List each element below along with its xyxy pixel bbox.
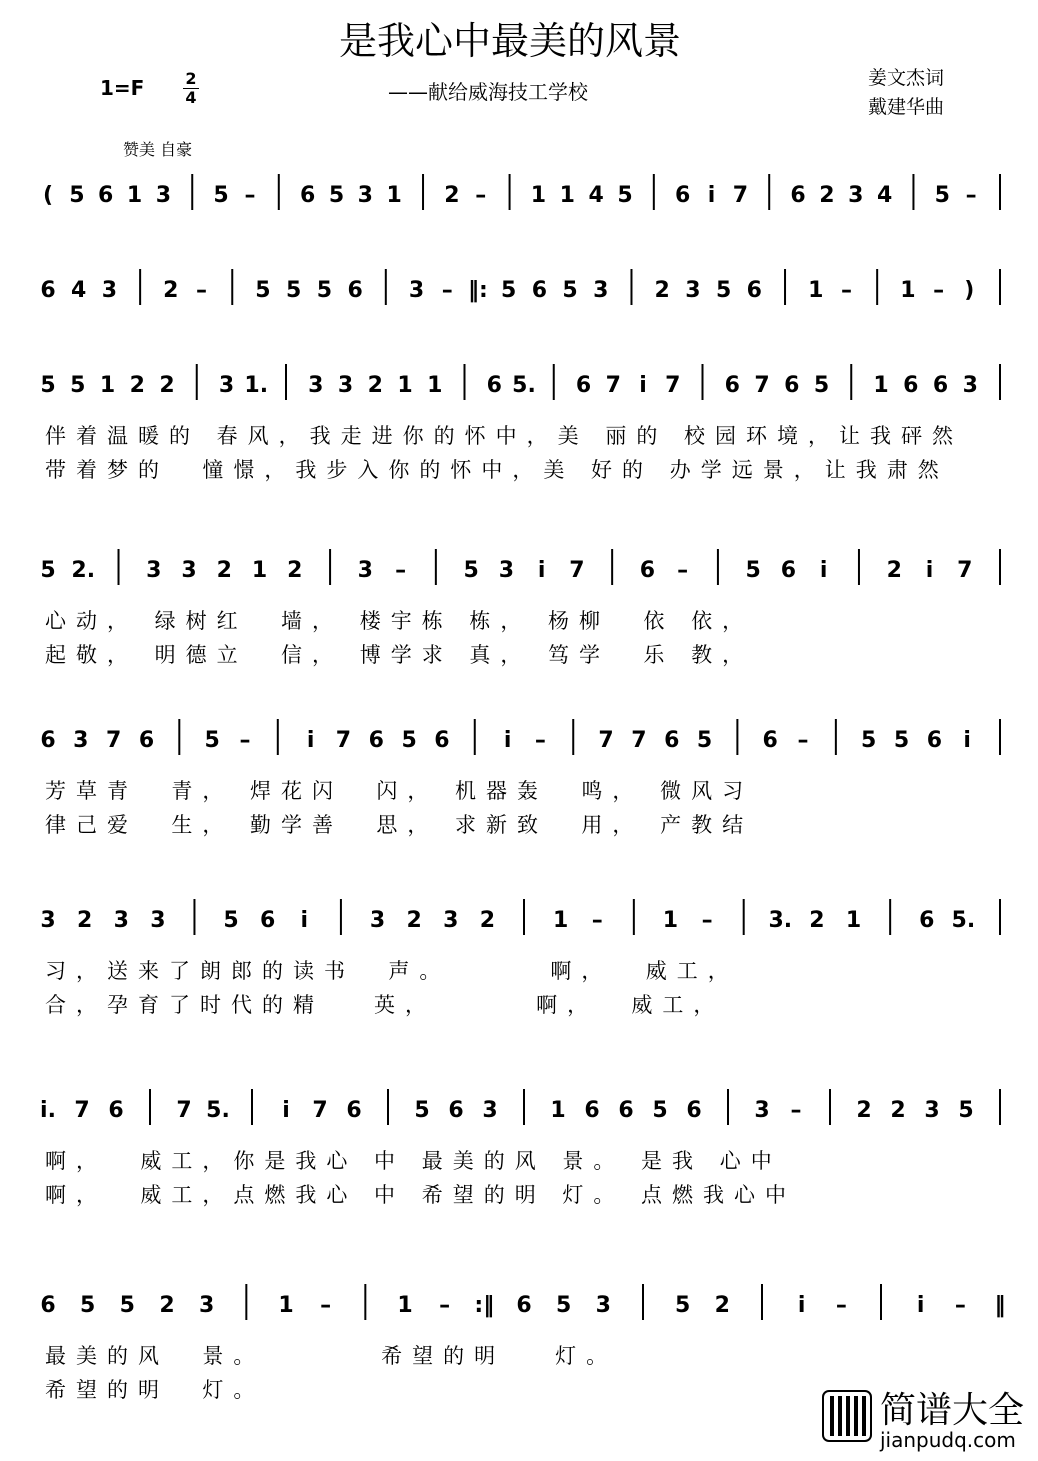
credits (868, 64, 944, 122)
note: 6 (368, 728, 384, 753)
note: – (439, 1293, 451, 1318)
note: 6 (516, 1293, 532, 1318)
note: 6 (780, 558, 797, 583)
note: i (306, 728, 315, 753)
note: i (916, 1293, 925, 1318)
note: – (239, 728, 251, 753)
note: 7 (665, 373, 681, 398)
note: – (475, 183, 487, 208)
note: 6 (434, 728, 450, 753)
note: – (933, 278, 945, 303)
song-title: 是我心中最美的风景 (338, 19, 681, 63)
note: i (282, 1098, 290, 1123)
note: 6 (138, 728, 155, 753)
note: 2 (216, 558, 232, 583)
note: 1 (662, 908, 679, 933)
note: 2 (76, 908, 93, 933)
note: 2 (159, 373, 175, 398)
note: 2 (890, 1098, 906, 1123)
note: 3 (101, 278, 118, 303)
note: i (300, 908, 309, 933)
note: – (196, 278, 208, 303)
note: 5 (675, 1293, 691, 1318)
note: 5 (69, 183, 85, 208)
note: 6 (40, 1293, 56, 1318)
note: 1 (530, 183, 547, 208)
note: 2 (654, 278, 670, 303)
note: 6 (790, 183, 806, 208)
note: 1 (900, 278, 916, 303)
lyric-line: 伴着温暖的 春风，我走进你的怀中，美 丽的 校园环境，让我砰然 (45, 424, 964, 448)
note: 5 (286, 278, 302, 303)
note: 3 (337, 373, 354, 398)
lyric-line: 律己爱 生， 勤学善 思， 求新致 用， 产教结 (45, 813, 754, 837)
note: 5. (512, 373, 536, 398)
note: 5 (617, 183, 633, 208)
site-logo (822, 1376, 1032, 1456)
note: 3 (181, 558, 197, 583)
note: – (320, 1293, 332, 1318)
note: i (503, 728, 512, 753)
note: ) (964, 278, 975, 303)
note: 6 (784, 373, 800, 398)
note: 3. (768, 908, 793, 933)
note: 5 (463, 558, 479, 583)
note: 3 (498, 558, 515, 583)
note: 1 (99, 373, 116, 398)
note: 5 (652, 1098, 668, 1123)
note: 1 (386, 183, 402, 208)
note: 4 (588, 183, 604, 208)
note: 3 (593, 278, 609, 303)
note: – (965, 183, 977, 208)
lyric-line: 习，送来了朗郎的读书 声。 啊， 威工， (45, 959, 739, 983)
note: 3 (113, 908, 129, 933)
note: 5 (500, 278, 517, 303)
note: 5 (70, 373, 86, 398)
note: 6 (903, 373, 919, 398)
note: 3 (199, 1293, 215, 1318)
note: 3 (754, 1098, 770, 1123)
note: 5 (40, 558, 56, 583)
note: 7 (176, 1098, 192, 1123)
note: 5 (893, 728, 910, 753)
note: 6 (926, 728, 943, 753)
note: 1 (559, 183, 575, 208)
note: 3 (482, 1098, 498, 1123)
note: 6 (347, 278, 363, 303)
note: 2 (163, 278, 179, 303)
composer: 戴建华曲 (868, 96, 945, 118)
note: 6 (346, 1098, 362, 1123)
note: ‖ (994, 1293, 1006, 1318)
note: 2 (159, 1293, 175, 1318)
note: 5 (696, 728, 713, 753)
note: 2 (287, 558, 303, 583)
note: 5 (745, 558, 761, 583)
logo-brand: 简谱大全 (880, 1390, 1025, 1431)
note: 5. (951, 908, 976, 933)
note: – (591, 908, 603, 933)
note: 5 (401, 728, 417, 753)
note: 5 (861, 728, 877, 753)
note: 6 (932, 373, 949, 398)
note: 6 (448, 1098, 464, 1123)
note: 3 (308, 373, 324, 398)
note: 2 (367, 373, 383, 398)
note: 3 (73, 728, 89, 753)
note: i (819, 558, 828, 583)
note: 1 (808, 278, 824, 303)
note: 6 (762, 728, 778, 753)
note: 2 (886, 558, 902, 583)
note: 6 (40, 278, 56, 303)
note: 3 (155, 183, 172, 208)
time-signature (183, 70, 199, 107)
note: – (835, 1293, 847, 1318)
note: 5 (204, 728, 220, 753)
note: 6 (724, 373, 740, 398)
note: i (925, 558, 934, 583)
mood-marking: 赞美 自豪 (123, 140, 193, 159)
lyric-line: 希望的明 灯。 (45, 1378, 265, 1402)
note: 5 (316, 278, 333, 303)
note: 6 (531, 278, 548, 303)
note: 6 (260, 908, 276, 933)
note: 7 (605, 373, 621, 398)
note: 5 (119, 1293, 135, 1318)
note: 7 (105, 728, 122, 753)
note: 7 (74, 1098, 90, 1123)
key-signature: 1=F (100, 76, 145, 100)
lyric-line: 芳草青 青， 焊花闪 闪， 机器轰 鸣， 微风习 (45, 779, 754, 803)
note: – (701, 908, 713, 933)
note: 2 (479, 908, 496, 933)
note: 3 (150, 908, 166, 933)
note: 3 (218, 373, 235, 398)
note: ‖: (468, 278, 488, 303)
note: – (840, 278, 852, 303)
note: 1 (550, 1098, 566, 1123)
note: – (395, 558, 407, 583)
note: 5 (223, 908, 239, 933)
note: 7 (598, 728, 614, 753)
note: 6 (639, 558, 656, 583)
note: – (244, 183, 256, 208)
note: 2 (406, 908, 422, 933)
note: 6 (675, 183, 691, 208)
note: 4 (71, 278, 87, 303)
note: – (534, 728, 546, 753)
lyric-line: 起敬， 明德立 信， 博学求 真， 笃学 乐 教， (45, 643, 754, 667)
note: 4 (876, 183, 893, 208)
note: 3 (369, 908, 386, 933)
note: 1 (427, 373, 443, 398)
note: 7 (754, 373, 770, 398)
note: 5 (562, 278, 578, 303)
note: 1 (873, 373, 889, 398)
lyric-line: 啊， 威工，你是我心 中 最美的风 景。 是我 心中 (45, 1149, 782, 1173)
note: 7 (335, 728, 352, 753)
note: i (639, 373, 647, 398)
note: 5 (958, 1098, 974, 1123)
lyric-line: 心动， 绿树红 墙， 楼宇栋 栋， 杨柳 依 依， (45, 609, 754, 633)
piano-icon (822, 1390, 872, 1442)
note: 1 (397, 1293, 413, 1318)
note: 5 (255, 278, 271, 303)
note: i (797, 1293, 806, 1318)
lyric-line: 啊， 威工，点燃我心 中 希望的明 灯。 点燃我心中 (45, 1183, 797, 1207)
note: 6 (686, 1098, 702, 1123)
note: – (677, 558, 689, 583)
note: 6 (486, 373, 502, 398)
note: 6 (618, 1098, 634, 1123)
note: 1. (244, 373, 269, 398)
note: 6 (299, 183, 316, 208)
song-subtitle: ——献给威海技工学校 (388, 80, 588, 104)
note: :‖ (474, 1293, 495, 1318)
note: 3 (685, 278, 701, 303)
meter-bottom: 4 (183, 88, 199, 107)
note: 1 (251, 558, 268, 583)
note: 5. (206, 1098, 230, 1123)
note: 5 (328, 183, 345, 208)
note: i (963, 728, 971, 753)
note: 1 (397, 373, 413, 398)
note: 3 (146, 558, 162, 583)
note: 2 (819, 183, 835, 208)
note: 3 (595, 1293, 611, 1318)
note: 3 (40, 908, 56, 933)
note: 2 (714, 1293, 730, 1318)
note: 2 (809, 908, 825, 933)
note: 3 (924, 1098, 940, 1123)
note: 2 (444, 183, 460, 208)
note: 3 (962, 373, 978, 398)
lyric-line: 最美的风 景。 希望的明 灯。 (45, 1344, 618, 1368)
note: – (797, 728, 809, 753)
note: 2. (71, 558, 96, 583)
note: 5 (934, 183, 950, 208)
note: 5 (556, 1293, 572, 1318)
note: 6 (746, 278, 762, 303)
note: 3 (357, 183, 373, 208)
note: 7 (569, 558, 585, 583)
note: 1 (552, 908, 569, 933)
note: 6 (575, 373, 592, 398)
note: 6 (108, 1098, 124, 1123)
note: 6 (98, 183, 114, 208)
meter-top: 2 (185, 69, 197, 88)
note: 1 (278, 1293, 294, 1318)
note: 1 (845, 908, 862, 933)
note: – (954, 1293, 966, 1318)
note: 1 (126, 183, 143, 208)
note: 7 (312, 1098, 328, 1123)
note: 5 (715, 278, 732, 303)
note: ( (42, 183, 54, 208)
note: 6 (664, 728, 680, 753)
note: 6 (40, 728, 56, 753)
note: – (790, 1098, 802, 1123)
lyric-line: 合，孕育了时代的精 英， 啊， 威工， (45, 993, 725, 1017)
note: 7 (732, 183, 749, 208)
note: i (537, 558, 546, 583)
note: i (707, 183, 716, 208)
lyric-line: 带着梦的 憧憬，我步入你的怀中，美 好的 办学远景，让我肃然 (45, 458, 949, 482)
note: 5 (80, 1293, 96, 1318)
note: 2 (129, 373, 145, 398)
note: – (441, 278, 453, 303)
logo-url: jianpudq.com (880, 1428, 1016, 1452)
note: 6 (584, 1098, 600, 1123)
note: 2 (856, 1098, 872, 1123)
note: 3 (408, 278, 425, 303)
note: 5 (813, 373, 830, 398)
note: 3 (357, 558, 373, 583)
note: 7 (631, 728, 647, 753)
note: 3 (443, 908, 459, 933)
note: 5 (213, 183, 229, 208)
note: 5 (40, 373, 56, 398)
lyricist: 姜文杰词 (868, 67, 945, 89)
note: 5 (414, 1098, 430, 1123)
note: 3 (848, 183, 864, 208)
note: i. (40, 1098, 56, 1123)
note: 7 (957, 558, 973, 583)
note: 6 (919, 908, 935, 933)
